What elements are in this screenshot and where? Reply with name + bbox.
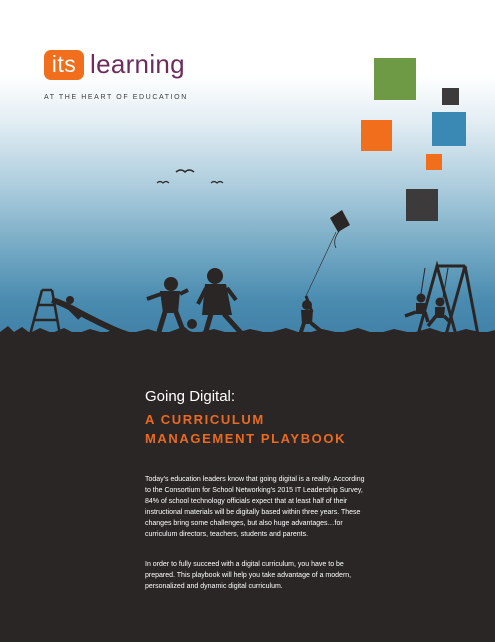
title-line-2: MANAGEMENT PLAYBOOK bbox=[145, 431, 347, 446]
page-title bbox=[145, 410, 346, 448]
logo-wordmark: learning bbox=[90, 49, 185, 79]
decor-square-orange-small bbox=[426, 154, 442, 170]
decor-square-dark-large bbox=[406, 189, 438, 221]
decor-square-orange bbox=[361, 120, 392, 151]
bird-icon bbox=[176, 170, 194, 172]
title-pre: Going Digital: bbox=[145, 388, 236, 405]
decor-square-green bbox=[374, 58, 416, 100]
bird-icon bbox=[211, 182, 223, 184]
title-line-1: A CURRICULUM bbox=[145, 412, 265, 427]
body-paragraph-1: Today's education leaders know that going digital is a reality. According to the Consortium for School Networking's 2015 IT Leadership Survey, 84% of school technology officials expect that at least half of their instructional materials will be digitally based within three years. These changes bring some challenges, but also huge advantages…for curriculum directors, teachers, students and parents. bbox=[145, 476, 365, 538]
brand-tagline: AT THE HEART OF EDUCATION bbox=[44, 94, 188, 101]
decor-square-blue bbox=[432, 112, 466, 146]
kite-icon bbox=[330, 210, 350, 232]
body-paragraph-2: In order to fully succeed with a digital curriculum, you have to be prepared. This playbook will help you take advantage of a modern, personalized and dynamic digital curriculum. bbox=[145, 561, 352, 590]
decor-square-dark bbox=[442, 88, 459, 105]
logo-box-text: its bbox=[44, 50, 84, 80]
bird-icon bbox=[157, 182, 169, 184]
